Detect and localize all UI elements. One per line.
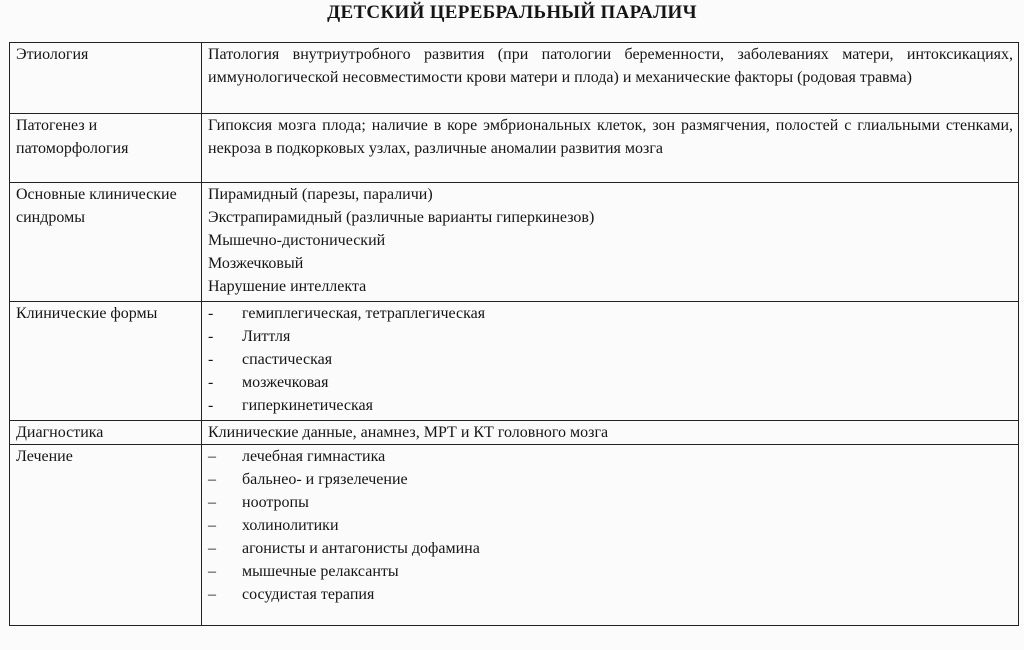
table-row-pathogenesis [10, 114, 1019, 183]
row-label: Клинические формы [10, 302, 202, 421]
table-row-forms [10, 302, 1019, 421]
list-item: Мозжечковый [208, 255, 304, 272]
list-item [208, 394, 1013, 417]
list-item-text: сосудистая терапия [242, 586, 375, 603]
page-title: ДЕТСКИЙ ЦЕРЕБРАЛЬНЫЙ ПАРАЛИЧ [327, 2, 697, 23]
list-item-text: ноотропы [242, 494, 309, 511]
dash-marker: - [208, 305, 214, 322]
dash-marker: - [208, 374, 214, 391]
list-item-text: спастическая [242, 351, 333, 368]
list-item [208, 445, 1013, 468]
table-row-syndromes [10, 183, 1019, 302]
row-label: Этиология [10, 43, 202, 114]
list-item [208, 371, 1013, 394]
list-item: Нарушение интеллекта [208, 278, 367, 295]
list-item: Пирамидный (парезы, параличи) [208, 186, 433, 203]
dash-marker: – [208, 494, 216, 511]
list-item [208, 560, 1013, 583]
row-text: Клинические данные, анамнез, МРТ и КТ головного мозга [202, 421, 1019, 445]
dash-marker: – [208, 471, 216, 488]
list-item-text: гемиплегическая, тетраплегическая [242, 305, 486, 322]
list-item [208, 583, 1013, 606]
list-item-text: агонисты и антагонисты дофамина [242, 540, 480, 557]
row-label: Лечение [10, 445, 202, 626]
list-item-text: лечебная гимнастика [242, 448, 386, 465]
dash-marker: – [208, 448, 216, 465]
info-table [9, 42, 1019, 626]
list-item-text: бальнео- и грязелечение [242, 471, 408, 488]
list-item-text: Литтля [242, 328, 291, 345]
list-item: Мышечно-дистонический [208, 232, 386, 249]
table-row-etiology [10, 43, 1019, 114]
list-item-text: мозжечковая [242, 374, 329, 391]
syndrome-list [202, 183, 1019, 302]
row-text: Гипоксия мозга плода; наличие в коре эмбриональных клеток, зон размягчения, полостей с глиальными стенками, некроза в подкорковых узлах, различные аномалии развития мозга [202, 114, 1019, 183]
dash-marker: - [208, 328, 214, 345]
row-label: Основные клинические синдромы [10, 183, 202, 302]
dash-marker: – [208, 540, 216, 557]
table-row-diagnostics [10, 421, 1019, 445]
dash-marker: – [208, 563, 216, 580]
table-row-treatment [10, 445, 1019, 626]
dash-marker: – [208, 586, 216, 603]
list-item [208, 302, 1013, 325]
list-item [208, 348, 1013, 371]
list-item-text: холинолитики [242, 517, 339, 534]
forms-list [202, 302, 1019, 421]
row-text: Патология внутриутробного развития (при патологии беременности, заболеваниях матери, интоксикациях, иммунологической несовместимости крови матери и плода) и механические факторы (родовая травма) [202, 43, 1019, 114]
list-item [208, 468, 1013, 491]
list-item-text: гиперкинетическая [242, 397, 373, 414]
dash-marker: - [208, 397, 214, 414]
row-label: Патогенез и патоморфология [10, 114, 202, 183]
dash-marker: - [208, 351, 214, 368]
list-item [208, 325, 1013, 348]
list-item [208, 491, 1013, 514]
list-item: Экстрапирамидный (различные варианты гиперкинезов) [208, 209, 595, 226]
treatment-list [202, 445, 1019, 626]
list-item [208, 514, 1013, 537]
list-item [208, 537, 1013, 560]
dash-marker: – [208, 517, 216, 534]
row-label: Диагностика [10, 421, 202, 445]
list-item-text: мышечные релаксанты [242, 563, 399, 580]
